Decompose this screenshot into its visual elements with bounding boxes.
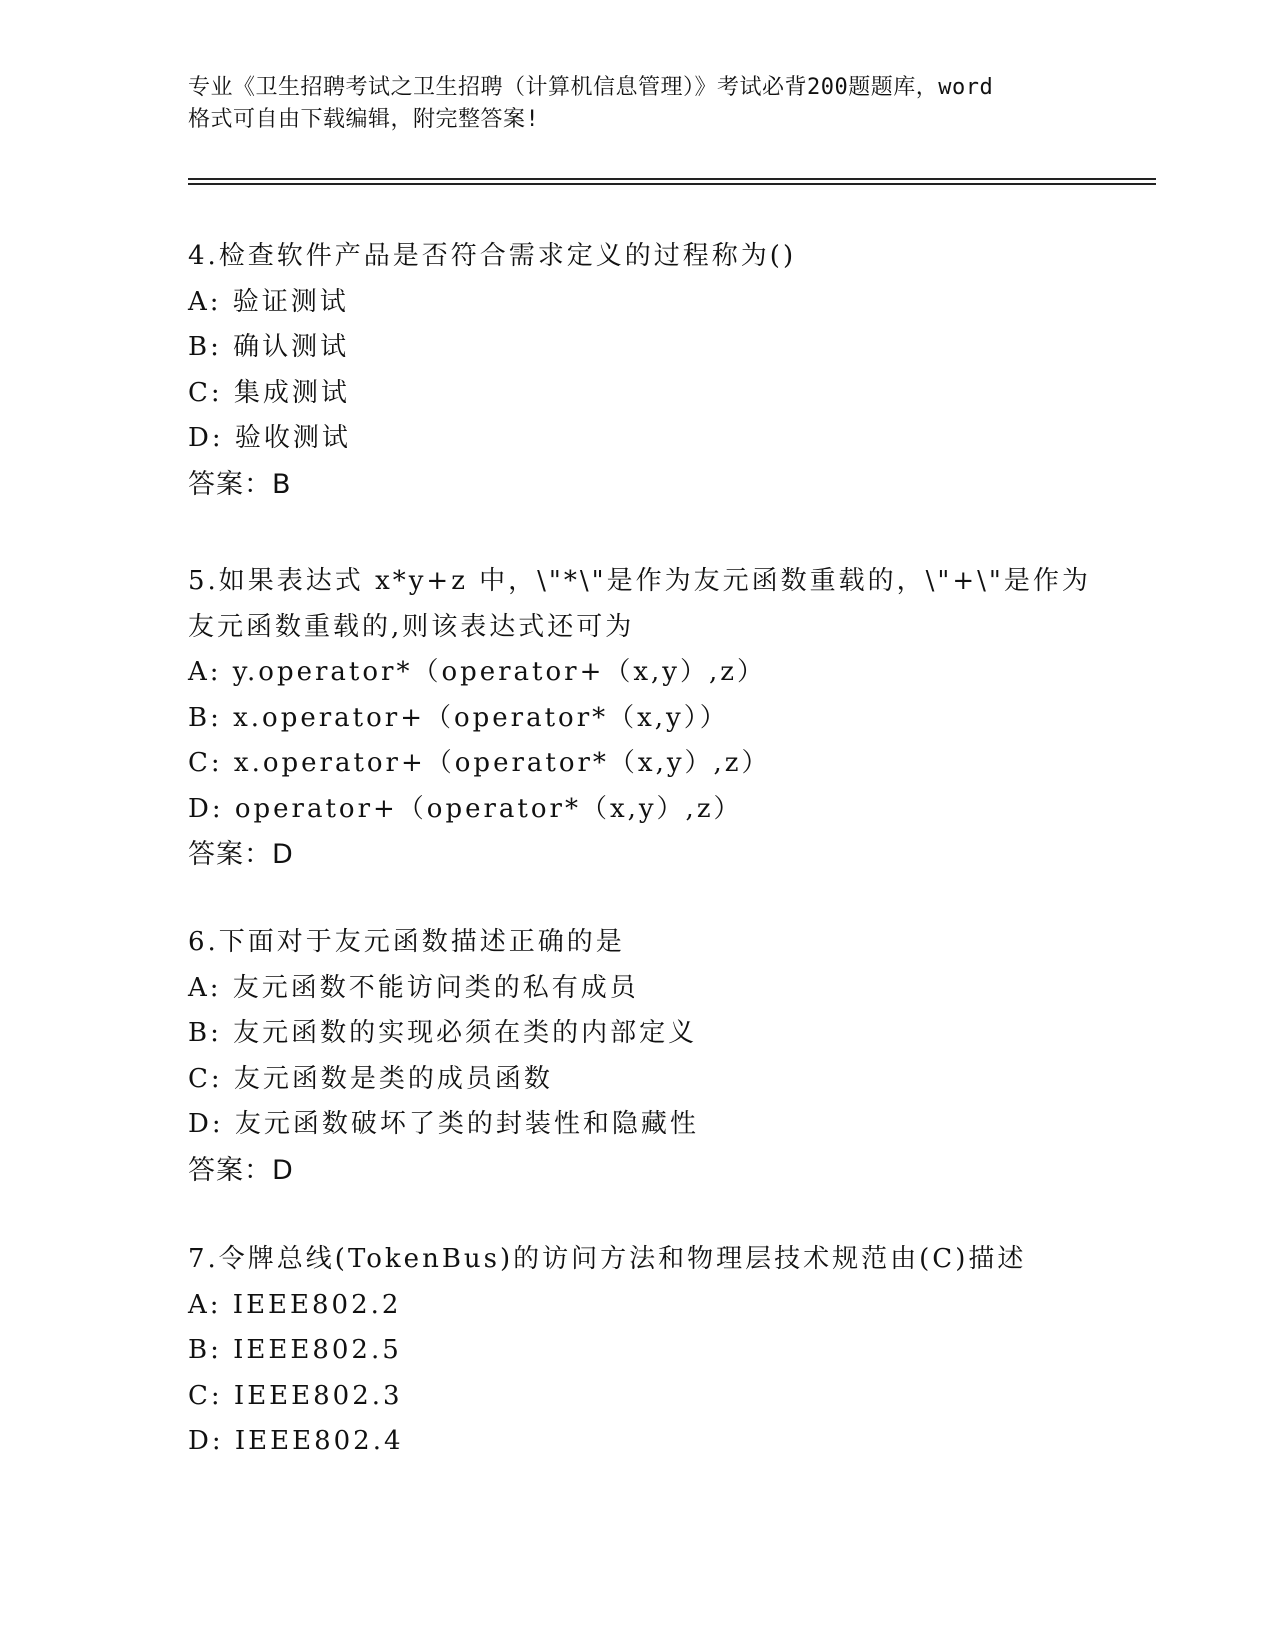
- document-header: [188, 72, 1108, 136]
- question-block: [188, 559, 1148, 878]
- question-text: 6.下面对于友元函数描述正确的是: [188, 927, 625, 957]
- question-block: [188, 920, 1148, 1193]
- option-b: B: x.operator+（operator*（x,y））: [188, 702, 729, 733]
- answer-text: 答案：D: [188, 1154, 294, 1186]
- option-a: A: IEEE802.2: [188, 1289, 402, 1320]
- option-d: D: 友元函数破坏了类的封装性和隐藏性: [188, 1109, 699, 1139]
- question-text: 7.令牌总线(TokenBus)的访问方法和物理层技术规范由(C)描述: [188, 1244, 1027, 1274]
- option-c: C: IEEE802.3: [188, 1380, 403, 1411]
- question-block: [188, 1237, 1148, 1465]
- option-a: A: y.operator*（operator+（x,y）,z）: [188, 657, 766, 687]
- header-divider: [188, 183, 1156, 185]
- option-d: D: IEEE802.4: [188, 1426, 404, 1456]
- header-line: 专业《卫生招聘考试之卫生招聘（计算机信息管理）》考试必背200题题库，word: [188, 75, 994, 100]
- option-c: C: x.operator+（operator*（x,y）,z）: [188, 748, 771, 778]
- question-text: 4.检查软件产品是否符合需求定义的过程称为(): [188, 241, 797, 271]
- option-d: D: operator+（operator*（x,y）,z）: [188, 793, 743, 824]
- answer-text: 答案：D: [188, 839, 294, 870]
- option-a: A: 友元函数不能访问类的私有成员: [188, 972, 639, 1003]
- option-c: C: 集成测试: [188, 377, 350, 408]
- option-d: D: 验收测试: [188, 423, 351, 453]
- option-b: B: 确认测试: [188, 332, 350, 362]
- answer-text: 答案：B: [188, 468, 292, 500]
- header-divider: [188, 178, 1156, 180]
- header-line: 格式可自由下载编辑，附完整答案!: [188, 107, 540, 132]
- option-c: C: 友元函数是类的成员函数: [188, 1063, 553, 1094]
- option-b: B: 友元函数的实现必须在类的内部定义: [188, 1018, 698, 1048]
- option-b: B: IEEE802.5: [188, 1335, 402, 1365]
- question-text: 友元函数重载的,则该表达式还可为: [188, 611, 635, 642]
- question-block: [188, 234, 1148, 507]
- option-a: A: 验证测试: [188, 286, 349, 317]
- question-text: 5.如果表达式 x*y+z 中，\"*\"是作为友元函数重载的，\"+\"是作为: [188, 566, 1091, 596]
